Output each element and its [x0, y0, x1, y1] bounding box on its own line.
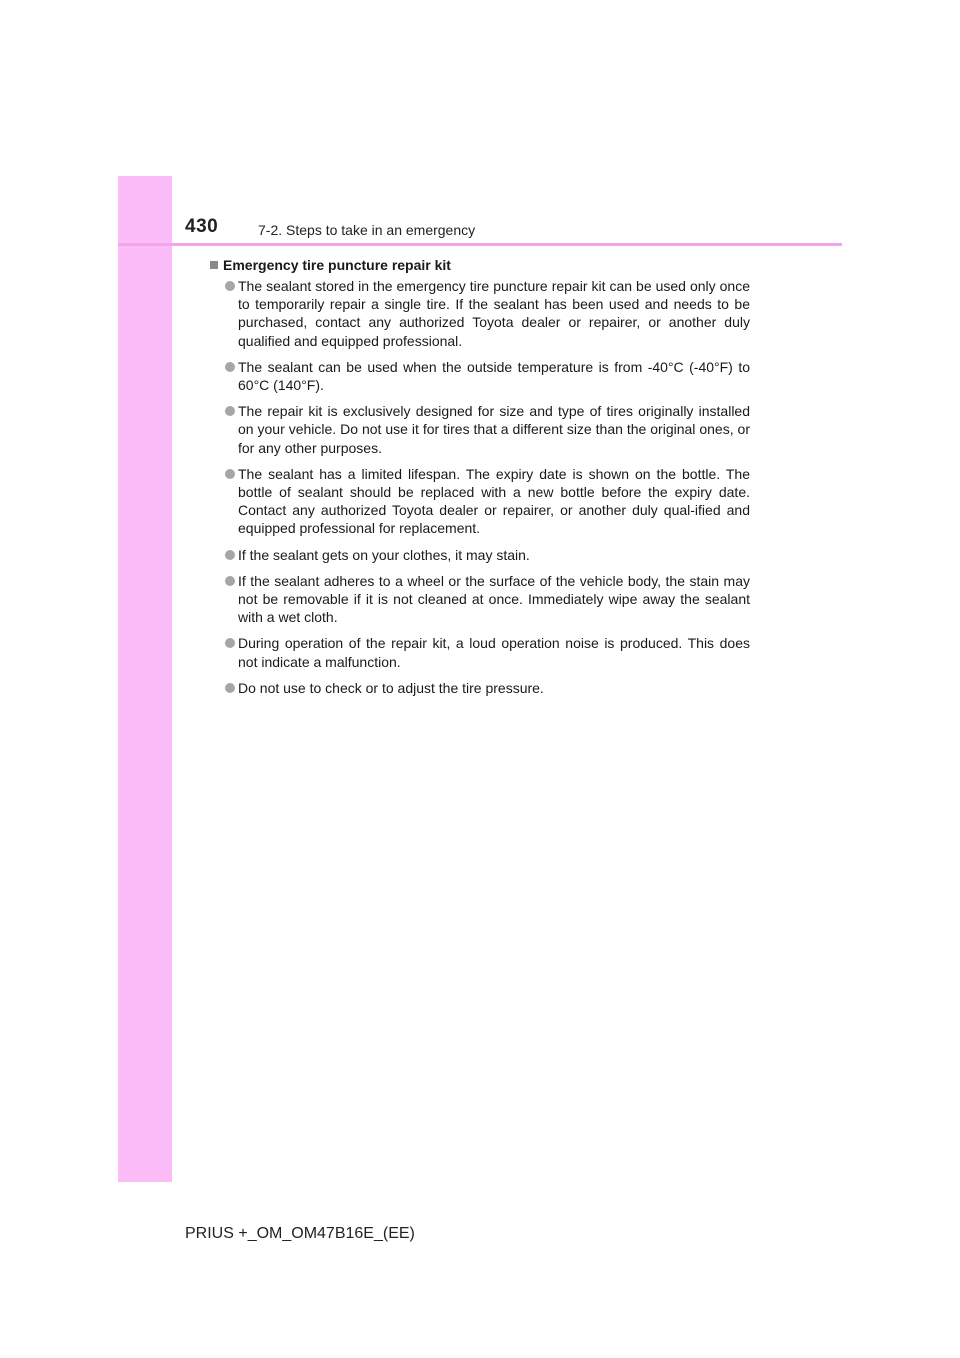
- page-number: 430: [185, 216, 219, 237]
- circle-bullet-icon: [225, 550, 235, 560]
- list-item-text: The sealant can be used when the outside temperature is from -40°C (-40°F) to 60°C (140°F).: [238, 358, 750, 394]
- list-item-text: Do not use to check or to adjust the tire pressure.: [238, 679, 544, 696]
- circle-bullet-icon: [225, 469, 235, 479]
- list-item-text: The sealant has a limited lifespan. The expiry date is shown on the bottle. The bottle of sealant should be replaced with a new bottle before the expiry date. Contact any authorized Toyota dealer or repairer, or another duly qual-ified and equipped professional for replacement.: [238, 465, 750, 537]
- circle-bullet-icon: [225, 576, 235, 586]
- list-item: [210, 277, 750, 350]
- circle-bullet-icon: [225, 281, 235, 291]
- header-rule: [118, 243, 842, 246]
- footer-code: PRIUS +_OM_OM47B16E_(EE): [185, 1225, 415, 1242]
- list-item: [210, 358, 750, 394]
- list-item-text: If the sealant adheres to a wheel or the surface of the vehicle body, the stain may not be removable if it is not cleaned at once. Immediately wipe away the sealant with a wet cloth.: [238, 572, 750, 626]
- subheading-text: Emergency tire puncture repair kit: [223, 257, 451, 273]
- list-item: [210, 634, 750, 670]
- circle-bullet-icon: [225, 683, 235, 693]
- subheading: [210, 256, 750, 274]
- list-item-text: The repair kit is exclusively designed for size and type of tires originally installed on your vehicle. Do not use it for tires that a different size than the original ones, or for any other purposes.: [238, 403, 750, 456]
- list-item: [210, 402, 750, 457]
- square-bullet-icon: [210, 261, 218, 269]
- bullet-list: [210, 277, 750, 697]
- page-content: [210, 256, 750, 705]
- list-item: [210, 572, 750, 627]
- section-title: 7-2. Steps to take in an emergency: [258, 222, 476, 238]
- list-item: [210, 465, 750, 538]
- list-item-text: The sealant stored in the emergency tire puncture repair kit can be used only once to temporarily repair a single tire. If the sealant has been used and needs to be purchased, contact any authorized Toyota dealer or repairer, or another duly qualified and equipped professional.: [238, 278, 750, 349]
- side-color-band: [118, 176, 172, 1182]
- list-item-text: If the sealant gets on your clothes, it may stain.: [238, 546, 530, 563]
- list-item: [210, 679, 750, 697]
- list-item-text: During operation of the repair kit, a loud operation noise is produced. This does not indicate a malfunction.: [238, 635, 750, 670]
- list-item: [210, 546, 750, 564]
- circle-bullet-icon: [225, 638, 235, 648]
- circle-bullet-icon: [225, 362, 235, 372]
- circle-bullet-icon: [225, 406, 235, 416]
